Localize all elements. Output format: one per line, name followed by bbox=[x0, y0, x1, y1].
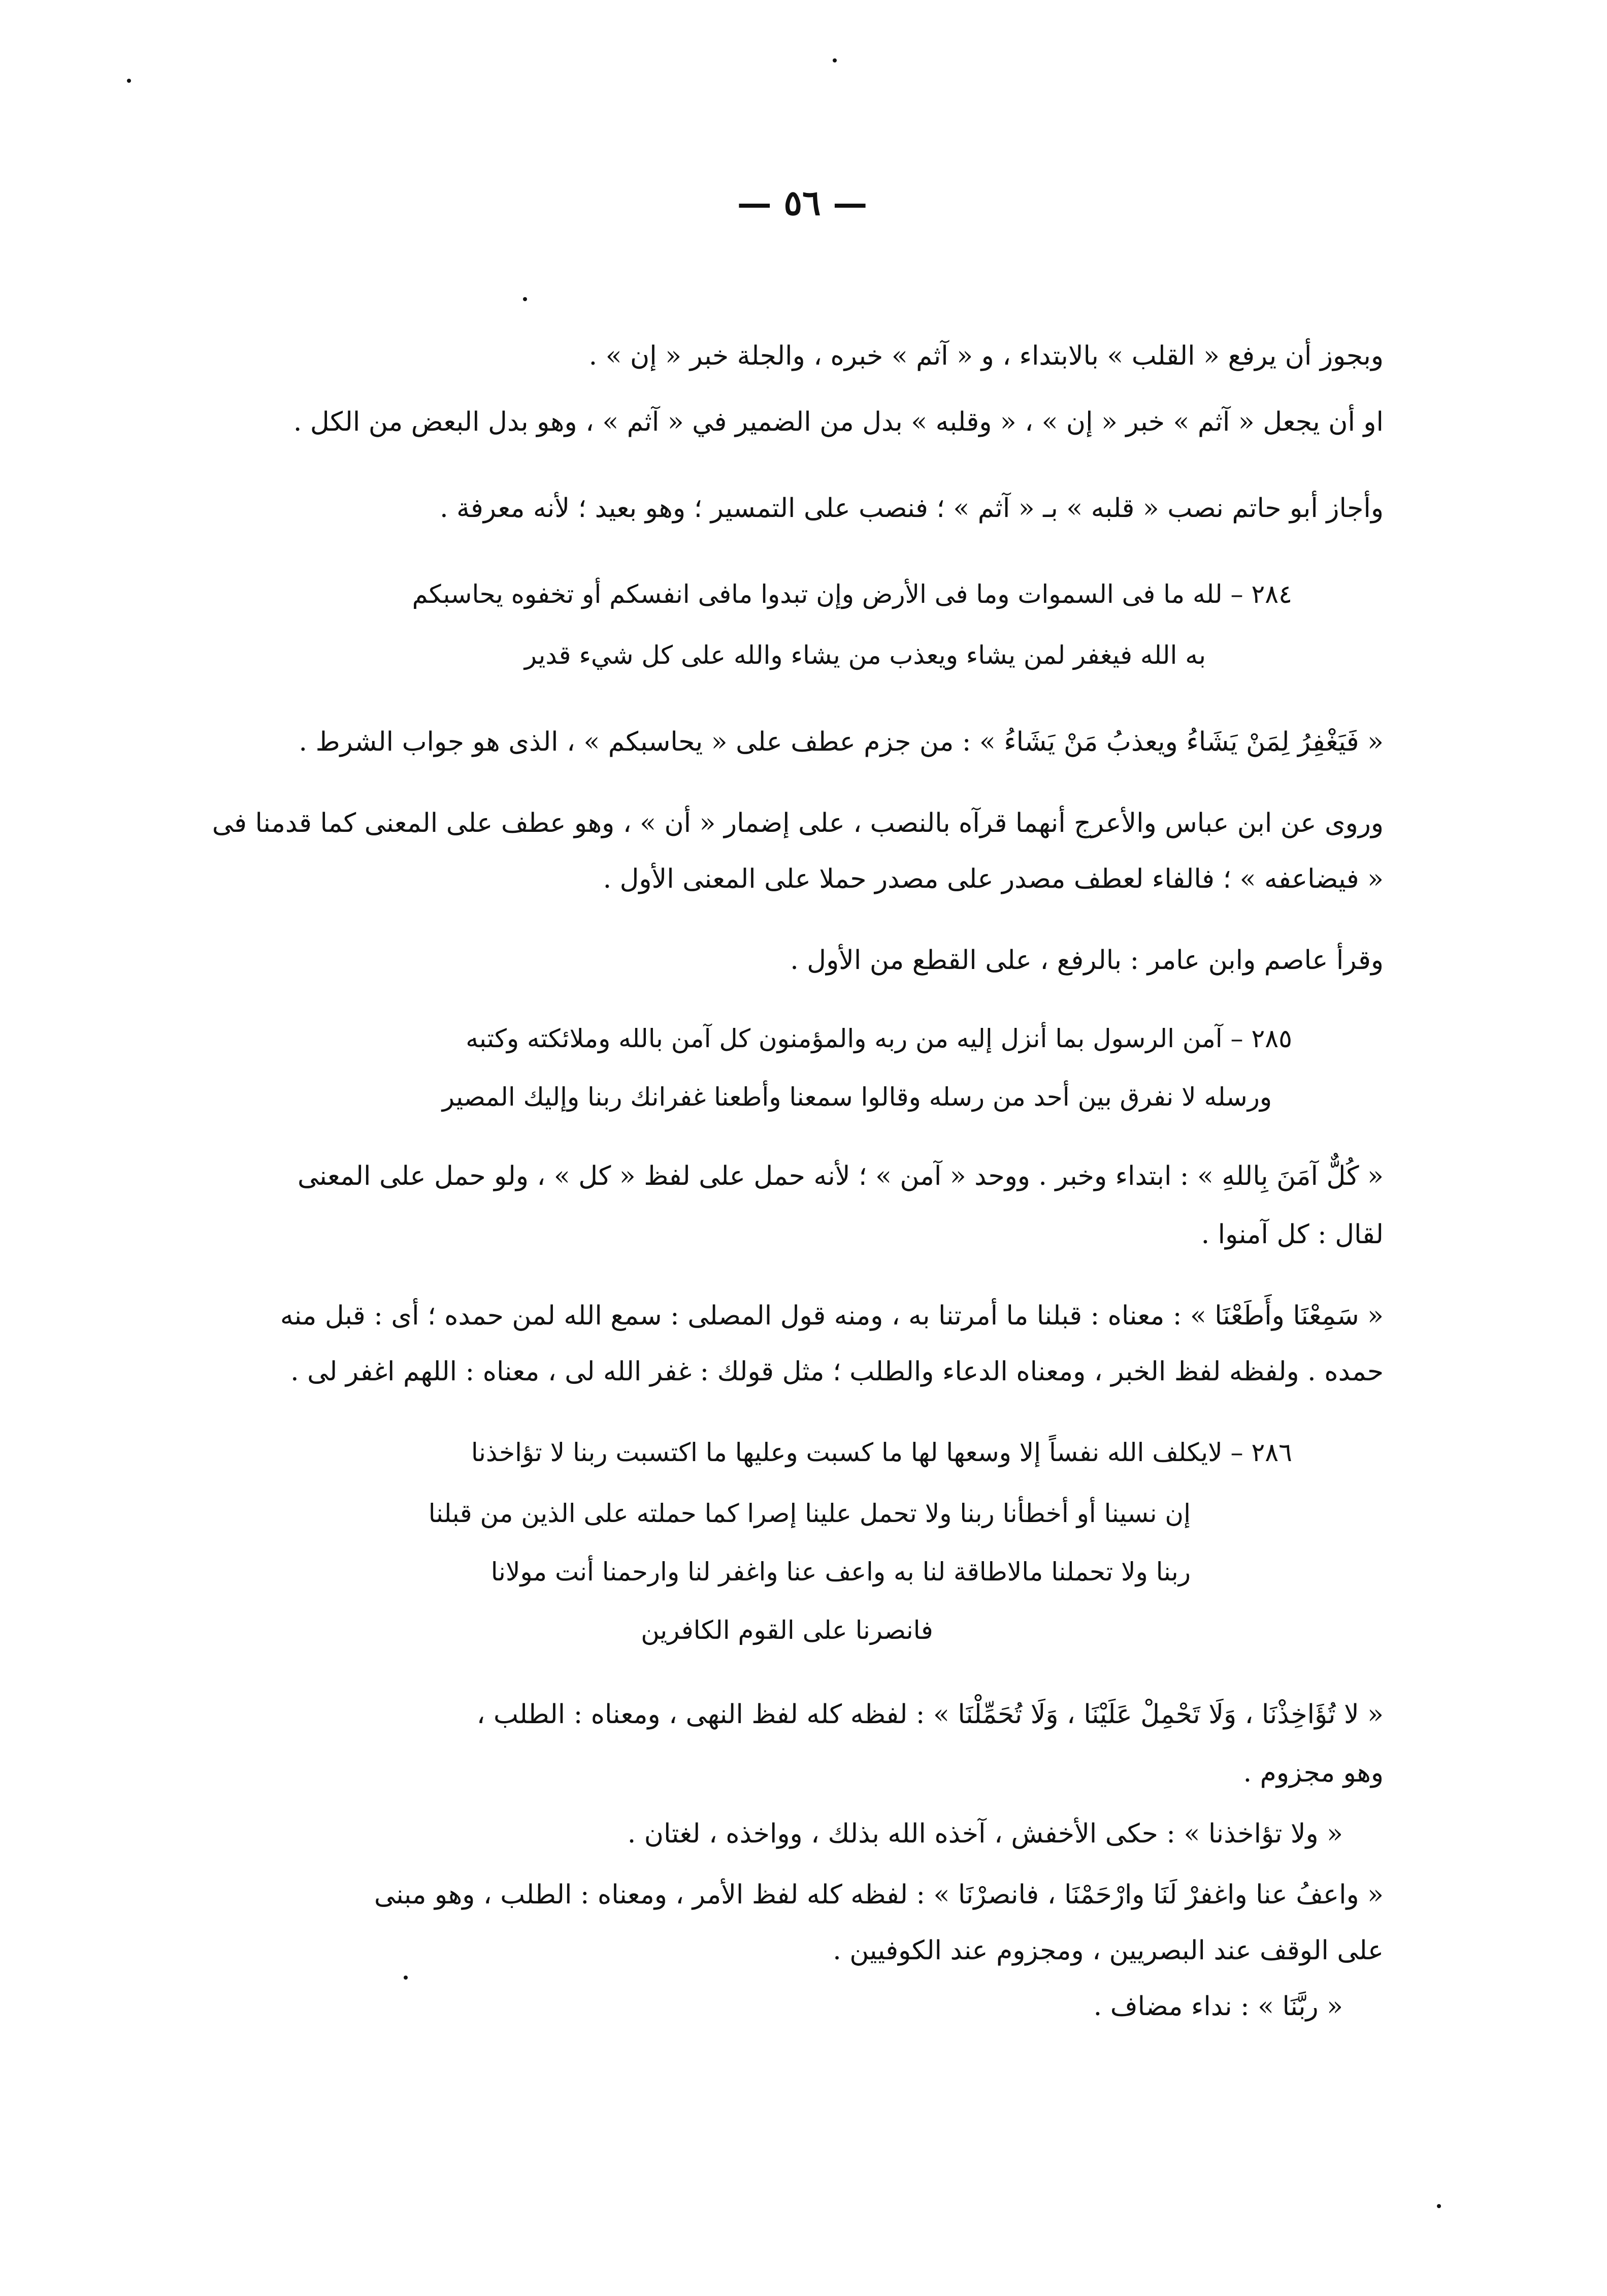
text-line: « ولا تؤاخذنا » : حكى الأخفش ، آخذه الله بذلك ، وواخذه ، لغتان . bbox=[627, 1819, 1343, 1849]
scan-speck bbox=[404, 1976, 408, 1980]
text-line: « واعفُ عنا واغفرْ لَنَا وارْحَمْنَا ، فانصرْنَا » : لفظه كله لفظ الأمر ، ومعناه : الطلب ، وهو مبنى bbox=[374, 1880, 1384, 1910]
text-line: وقرأ عاصم وابن عامر : بالرفع ، على القطع من الأول . bbox=[790, 945, 1384, 976]
text-line: « سَمِعْنَا وأَطَعْنَا » : معناه : قبلنا ما أمرتنا به ، ومنه قول المصلى : سمع الله لمن حمده ؛ أى : قبل منه bbox=[280, 1301, 1384, 1331]
verse-line: ٢٨٤ – لله ما فى السموات وما فى الأرض وإن تبدوا مافى انفسكم أو تخفوه يحاسبكم bbox=[412, 579, 1292, 609]
page-number: — ٥٦ — bbox=[737, 183, 868, 223]
text-line: وأجاز أبو حاتم نصب « قلبه » بـ « آثم » ؛ فنصب على التمسير ؛ وهو بعيد ؛ لأنه معرفة . bbox=[440, 493, 1384, 524]
scan-speck bbox=[523, 297, 527, 301]
verse-line: ٢٨٥ – آمن الرسول بما أنزل إليه من ربه والمؤمنون كل آمن بالله وملائكته وكتبه bbox=[466, 1024, 1292, 1053]
scan-speck bbox=[833, 58, 837, 62]
verse-line: ربنا ولا تحملنا مالاطاقة لنا به واعف عنا واغفر لنا وارحمنا أنت مولانا bbox=[490, 1557, 1191, 1587]
verse-line: إن نسينا أو أخطأنا ربنا ولا تحمل علينا إصرا كما حملته على الذين من قبلنا bbox=[428, 1499, 1191, 1528]
text-line: « لا تُؤَاخِذْنَا ، وَلَا تَحْمِلْ عَلَيْنَا ، وَلَا تُحَمِّلْنَا » : لفظه كله لفظ النهى ، ومعناه : الطلب ، bbox=[476, 1699, 1384, 1730]
text-line: حمده . ولفظه لفظ الخبر ، ومعناه الدعاء والطلب ؛ مثل قولك : غفر الله لى ، معناه : اللهم اغفر لى . bbox=[290, 1356, 1384, 1387]
scan-speck bbox=[1437, 2204, 1441, 2208]
scan-speck bbox=[127, 79, 131, 83]
verse-line: ٢٨٦ – لايكلف الله نفساً إلا وسعها لها ما كسبت وعليها ما اكتسبت ربنا لا تؤاخذنا bbox=[471, 1438, 1292, 1467]
text-line: وهو مجزوم . bbox=[1243, 1758, 1384, 1788]
verse-line: فانصرنا على القوم الكافرين bbox=[641, 1615, 933, 1645]
text-line: « ربَّنَا » : نداء مضاف . bbox=[1093, 1991, 1343, 2022]
text-line: لقال : كل آمنوا . bbox=[1201, 1219, 1384, 1250]
text-line: « فَيَغْفِرُ لِمَنْ يَشَاءُ ويعذبُ مَنْ يَشَاءُ » : من جزم عطف على « يحاسبكم » ، الذى هو جواب الشرط . bbox=[299, 727, 1384, 757]
text-line: « كُلٌّ آمَنَ بِاللهِ » : ابتداء وخبر . ووحد « آمن » ؛ لأنه حمل على لفظ « كل » ، ولو حمل على المعنى bbox=[297, 1161, 1384, 1191]
text-line: وبجوز أن يرفع « القلب » بالابتداء ، و « آثم » خبره ، والجلة خبر « إن » . bbox=[588, 341, 1384, 371]
text-line: او أن يجعل « آثم » خبر « إن » ، « وقلبه » بدل من الضمير في « آثم » ، وهو بدل البعض من الكل . bbox=[293, 407, 1384, 437]
text-line: على الوقف عند البصريين ، ومجزوم عند الكوفيين . bbox=[833, 1935, 1384, 1966]
verse-line: ورسله لا نفرق بين أحد من رسله وقالوا سمعنا وأطعنا غفرانك ربنا وإليك المصير bbox=[442, 1082, 1272, 1112]
text-line: وروى عن ابن عباس والأعرج أنهما قرآه بالنصب ، على إضمار « أن » ، وهو عطف على المعنى كما قدمنا فى bbox=[212, 808, 1384, 838]
verse-line: به الله فيغفر لمن يشاء ويعذب من يشاء والله على كل شيء قدير bbox=[524, 640, 1206, 670]
text-line: « فيضاعفه » ؛ فالفاء لعطف مصدر على مصدر حملا على المعنى الأول . bbox=[603, 864, 1384, 894]
